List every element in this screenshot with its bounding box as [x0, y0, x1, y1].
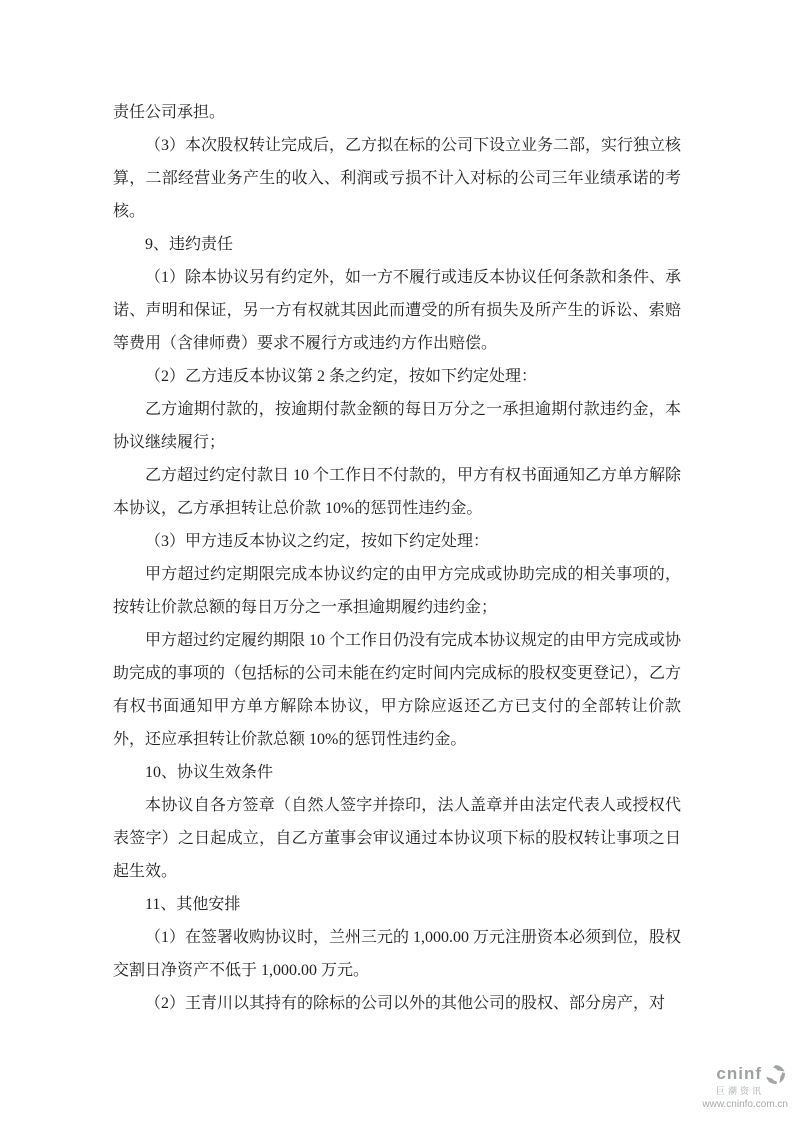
contract-paragraph: 乙方超过约定付款日 10 个工作日不付款的，甲方有权书面通知乙方单方解除本协议，乙方承担转让总价款 10%的惩罚性违约金。: [113, 467, 682, 517]
contract-paragraph: 11、其他安排: [145, 896, 241, 913]
cninfo-watermark: [702, 1063, 788, 1110]
cninfo-logo-text: cninf: [716, 1064, 762, 1084]
cninfo-swirl-icon: [763, 1063, 788, 1086]
cninfo-chinese-name: 巨潮资讯: [715, 1086, 764, 1097]
cninfo-brand-row: [702, 1063, 788, 1086]
contract-paragraph: （1）在签署收购协议时，兰州三元的 1,000.00 万元注册资本必须到位，股权交割日净资产不低于 1,000.00 万元。: [113, 929, 682, 979]
contract-paragraph: 9、违约责任: [145, 236, 234, 253]
contract-paragraph: （2）王青川以其持有的除标的公司以外的其他公司的股权、部分房产，对: [145, 995, 666, 1012]
contract-paragraph: （1）除本协议另有约定外，如一方不履行或违反本协议任何条款和条件、承诺、声明和保证，另一方有权就其因此而遭受的所有损失及所产生的诉讼、索赔等费用（含律师费）要求不履行方或违约方作出赔偿。: [113, 269, 682, 352]
contract-paragraph: 甲方超过约定履约期限 10 个工作日仍没有完成本协议规定的由甲方完成或协助完成的事项的（包括标的公司未能在约定时间内完成标的股权变更登记），乙方有权书面通知甲方单方解除本协议，甲方除应返还乙方已支付的全部转让价款外，还应承担转让价款总额 10%的惩罚性违约金。: [113, 632, 682, 748]
contract-body-text: [113, 96, 681, 1020]
contract-paragraph: 乙方逾期付款的，按逾期付款金额的每日万分之一承担逾期付款违约金，本协议继续履行；: [113, 401, 681, 451]
contract-paragraph: （3）本次股权转让完成后，乙方拟在标的公司下设立业务二部，实行独立核算，二部经营业务产生的收入、利润或亏损不计入对标的公司三年业绩承诺的考核。: [113, 137, 682, 220]
contract-paragraph: （2）乙方违反本协议第 2 条之约定，按如下约定处理：: [145, 368, 538, 385]
contract-paragraph: 本协议自各方签章（自然人签字并捺印，法人盖章并由法定代表人或授权代表签字）之日起成立，自乙方董事会审议通过本协议项下标的股权转让事项之日起生效。: [113, 797, 681, 880]
contract-paragraph: 责任公司承担。: [113, 104, 226, 121]
contract-paragraph: 甲方超过约定期限完成本协议约定的由甲方完成或协助完成的相关事项的，按转让价款总额的每日万分之一承担逾期履约违约金；: [113, 566, 681, 616]
contract-paragraph: 10、协议生效条件: [145, 764, 274, 781]
cninfo-website: www.cninfo.com.cn: [702, 1099, 788, 1110]
contract-paragraph: （3）甲方违反本协议之约定，按如下约定处理：: [145, 533, 490, 550]
